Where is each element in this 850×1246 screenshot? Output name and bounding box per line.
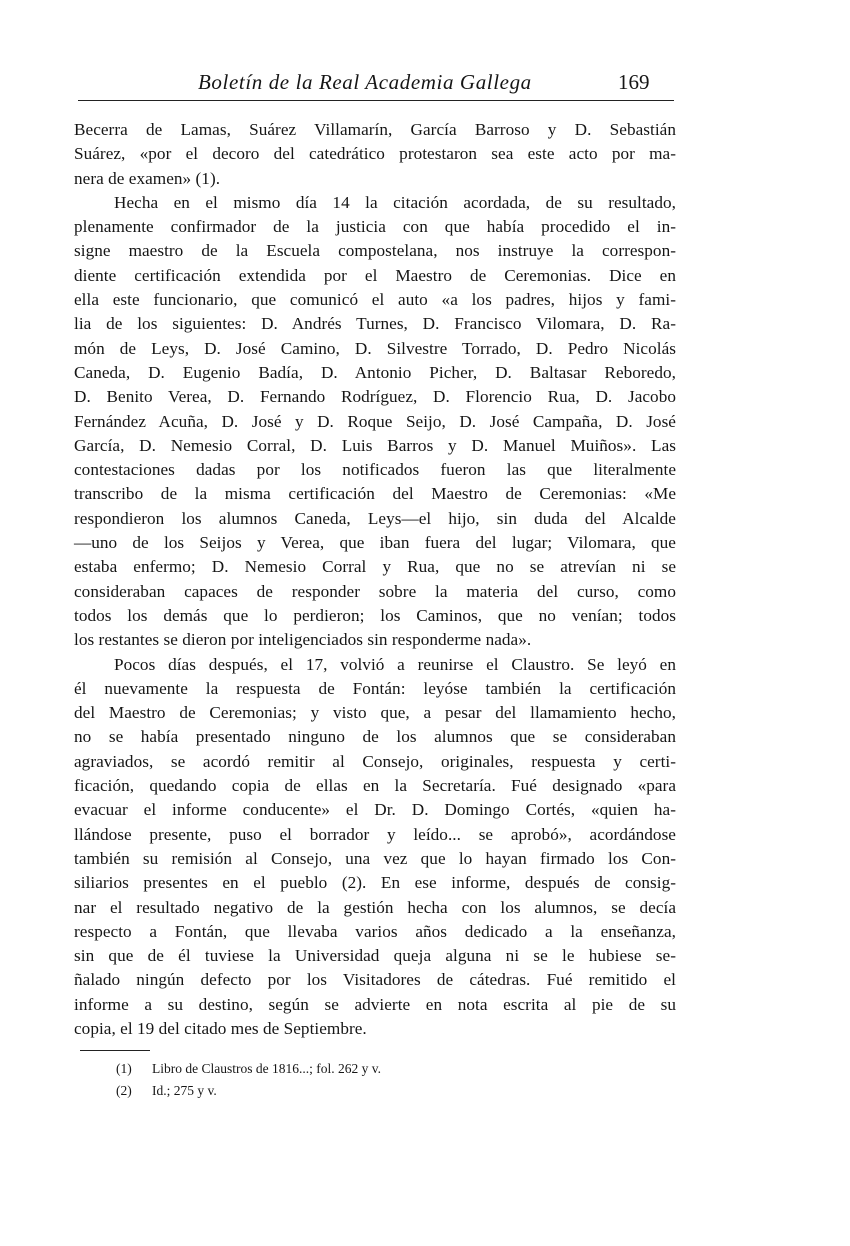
text-line: informe a su destino, según se advierte en nota escrita al pie de su [74, 994, 676, 1014]
text-line: copia, el 19 del citado mes de Septiembre. [74, 1018, 367, 1038]
text-line: Pocos días después, el 17, volvió a reunirse el Claustro. Se leyó en [114, 654, 676, 674]
text-line: estaba enfermo; D. Nemesio Corral y Rua, que no se atrevían ni se [74, 557, 676, 577]
text-line: nar el resultado negativo de la gestión hecha con los alumnos, se decía [74, 897, 676, 917]
text-line: nera de examen» (1). [74, 168, 221, 188]
text-line: también su remisión al Consejo, una vez que lo hayan firmado los Con- [74, 848, 676, 868]
text-line: Hecha en el mismo día 14 la citación acordada, de su resultado, [114, 192, 676, 212]
text-line: ficación, quedando copia de ellas en la Secretaría. Fué designado «para [74, 776, 676, 796]
text-line: plenamente confirmador de la justicia con que había procedido el in- [74, 217, 676, 237]
footnote-marker: (1) [116, 1061, 132, 1076]
text-line: transcribo de la misma certificación del Maestro de Ceremonias: «Me [74, 484, 676, 504]
text-line: él nuevamente la respuesta de Fontán: leyóse también la certificación [74, 678, 676, 698]
text-line: consideraban capaces de responder sobre la materia del curso, como [74, 581, 676, 601]
footnotes [116, 1058, 616, 1102]
text-line: Fernández Acuña, D. José y D. Roque Seijo, D. José Campaña, D. José [74, 411, 676, 431]
text-line: ella este funcionario, que comunicó el auto «a los padres, hijos y fami- [74, 290, 676, 310]
footnote [116, 1080, 616, 1102]
text-line: respecto a Fontán, que llevaba varios años dedicado a la enseñanza, [74, 921, 676, 941]
text-line: D. Benito Verea, D. Fernando Rodríguez, D. Florencio Rua, D. Jacobo [74, 387, 676, 407]
footnote-text: Id.; 275 y v. [152, 1083, 217, 1098]
text-line: todos los demás que lo perdieron; los Caminos, que no venían; todos [74, 605, 676, 625]
text-line: —uno de los Seijos y Verea, que iban fuera del lugar; Vilomara, que [74, 533, 676, 553]
page-header [78, 66, 674, 101]
text-line: món de Leys, D. José Camino, D. Silvestre Torrado, D. Pedro Nicolás [74, 338, 676, 358]
footnote-marker: (2) [116, 1083, 132, 1098]
running-title: Boletín de la Real Academia Gallega [198, 70, 532, 94]
footnote [116, 1058, 616, 1080]
text-line: los restantes se dieron por inteligenciados sin responderme nada». [74, 630, 532, 650]
text-line: contestaciones dadas por los notificados fueron las que literalmente [74, 460, 676, 480]
text-line: llándose presente, puso el borrador y leído... se aprobó», acordándose [74, 824, 676, 844]
text-line: Caneda, D. Eugenio Badía, D. Antonio Picher, D. Baltasar Reboredo, [74, 362, 676, 382]
text-line: diente certificación extendida por el Maestro de Ceremonias. Dice en [74, 265, 676, 285]
footnote-divider [80, 1050, 150, 1051]
page-number: 169 [618, 70, 650, 94]
text-line: siliarios presentes en el pueblo (2). En ese informe, después de consig- [74, 873, 676, 893]
text-line: del Maestro de Ceremonias; y visto que, a pesar del llamamiento hecho, [74, 703, 676, 723]
text-line: lia de los siguientes: D. Andrés Turnes, D. Francisco Vilomara, D. Ra- [74, 314, 676, 334]
text-line: agraviados, se acordó remitir al Consejo, originales, respuesta y certi- [74, 751, 676, 771]
text-line: evacuar el informe conducente» el Dr. D. Domingo Cortés, «quien ha- [74, 800, 676, 820]
text-line: Suárez, «por el decoro del catedrático protestaron sea este acto por ma- [74, 144, 676, 164]
text-line: no se había presentado ninguno de los alumnos que se consideraban [74, 727, 676, 747]
text-line: ñalado ningún defecto por los Visitadores de cátedras. Fué remitido el [74, 970, 676, 990]
body-text [74, 118, 676, 1041]
text-line: García, D. Nemesio Corral, D. Luis Barros y D. Manuel Muiños». Las [74, 435, 676, 455]
text-line: Becerra de Lamas, Suárez Villamarín, García Barroso y D. Sebastián [74, 120, 676, 139]
footnote-text: Libro de Claustros de 1816...; fol. 262 y v. [152, 1061, 381, 1076]
text-line: respondieron los alumnos Caneda, Leys—el hijo, sin duda del Alcalde [74, 508, 676, 528]
text-line: sin que de él tuviese la Universidad queja alguna ni se le hubiese se- [74, 946, 676, 966]
text-line: signe maestro de la Escuela compostelana, nos instruye la correspon- [74, 241, 676, 261]
